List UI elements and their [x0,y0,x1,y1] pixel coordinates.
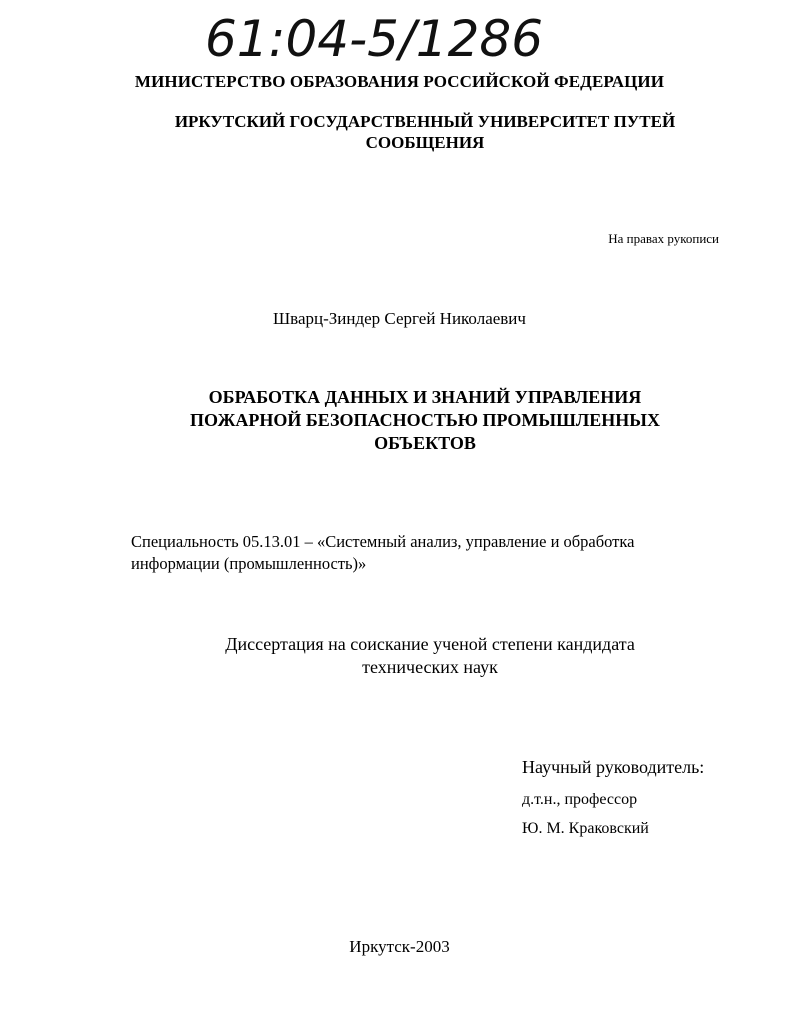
degree-statement [180,633,680,679]
dissertation-title [100,386,750,455]
city-year: Иркутск-2003 [349,937,450,956]
handwritten-archive-code [205,6,544,68]
handwritten-code-text: 61:04-5/1286 [205,10,544,68]
degree-line-2: технических наук [362,657,498,677]
speciality-statement [131,531,720,575]
degree-line-1: Диссертация на соискание ученой степени кандидата [225,634,635,654]
university-line-2: СООБЩЕНИЯ [365,133,485,152]
advisor-degree: д.т.н., профессор [522,791,638,808]
university-heading [150,111,700,153]
advisor-name: Ю. М. Краковский [522,820,649,837]
manuscript-rights-note: На правах рукописи [608,231,719,246]
ministry-heading: МИНИСТЕРСТВО ОБРАЗОВАНИЯ РОССИЙСКОЙ ФЕДЕРАЦИИ [134,72,665,91]
title-line-2: ПОЖАРНОЙ БЕЗОПАСНОСТЬЮ ПРОМЫШЛЕННЫХ [190,410,660,430]
title-line-1: ОБРАБОТКА ДАННЫХ И ЗНАНИЙ УПРАВЛЕНИЯ [208,387,642,407]
advisor-label: Научный руководитель: [522,757,705,777]
author-name: Шварц-Зиндер Сергей Николаевич [273,309,526,328]
handwritten-code-image [205,6,544,68]
university-line-1: ИРКУТСКИЙ ГОСУДАРСТВЕННЫЙ УНИВЕРСИТЕТ ПУТЕЙ [174,112,676,131]
speciality-line-1: Специальность 05.13.01 – «Системный анализ, управление и обработка [131,532,635,551]
speciality-line-2: информации (промышленность)» [131,554,367,573]
title-line-3: ОБЪЕКТОВ [374,433,476,453]
